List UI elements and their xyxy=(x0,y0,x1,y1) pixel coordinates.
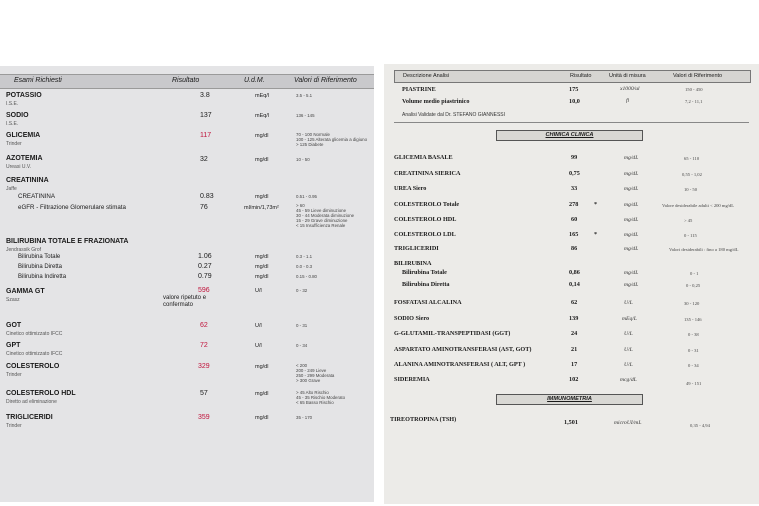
bili-tot-value: 0,86 xyxy=(569,269,580,276)
ref-line: 45 - 35 Rischio Moderato xyxy=(296,395,346,400)
exam-ref: 0 - 32 xyxy=(296,288,308,293)
ref-line: < 65 Basso Rischio xyxy=(296,400,334,405)
bili-tot-unit: mg/dL xyxy=(624,270,639,276)
exam-value: 329 xyxy=(198,363,210,370)
exam-ref: 10 - 50 xyxy=(296,157,310,162)
exam-name: BILIRUBINA xyxy=(394,260,432,267)
exam-unit: mEq/L xyxy=(622,316,637,322)
exam-ref xyxy=(296,132,367,147)
exam-value: 24 xyxy=(571,330,578,337)
right-table-header xyxy=(394,70,751,83)
exam-unit: U/L xyxy=(624,362,633,368)
ref-line: > 300 Grave xyxy=(296,378,321,383)
exam-method: Trinder xyxy=(6,423,22,429)
exam-value: 86 xyxy=(571,245,578,252)
exam-value: 139 xyxy=(569,315,579,322)
exam-unit: mg/dL xyxy=(624,186,639,192)
exam-value: 21 xyxy=(571,346,578,353)
exam-method: Cinetico ottimizzato IFCC xyxy=(6,351,63,357)
exam-ref: 10 - 50 xyxy=(684,187,698,192)
header-desc: Descrizione Analisi xyxy=(403,73,450,79)
exam-name: GLICEMIA xyxy=(6,132,41,139)
section-chimica-clinica: CHIMICA CLINICA xyxy=(496,130,643,141)
exam-name: COLESTEROLO xyxy=(6,363,60,370)
bili-tot-ref: 0 - 1 xyxy=(690,271,699,276)
exam-method: Ureasi U.V. xyxy=(6,164,32,170)
egfr-value: 76 xyxy=(200,204,208,211)
exam-name: TRIGLICERIDI xyxy=(6,414,53,421)
exam-name: COLESTEROLO LDL xyxy=(394,231,456,238)
left-table-header xyxy=(0,74,374,89)
exam-method: Jendrassik Grof xyxy=(6,247,42,253)
bili-dir-value: 0.27 xyxy=(198,263,212,270)
exam-name: SODIO xyxy=(6,112,29,119)
exam-ref: 0 - 31 xyxy=(688,348,699,353)
exam-name: GLICEMIA BASALE xyxy=(394,154,453,161)
sub-exam-name: CREATININA xyxy=(18,193,56,200)
exam-method: Trinder xyxy=(6,372,22,378)
exam-name: COLESTEROLO HDL xyxy=(6,390,76,397)
exam-name: ALANINA AMINOTRANSFERASI ( ALT, GPT ) xyxy=(394,361,526,368)
exam-method: I.S.E. xyxy=(6,101,19,107)
exam-value: 278 xyxy=(569,201,579,208)
header-unit: U.d.M. xyxy=(244,77,265,84)
exam-unit: mg/dl xyxy=(255,364,269,370)
ref-line: > 60 xyxy=(296,203,305,208)
exam-unit: mg/dL xyxy=(624,202,639,208)
header-ref: Valori di Riferimento xyxy=(294,77,357,84)
left-report-sheet xyxy=(0,66,374,502)
header-exam: Esami Richiesti xyxy=(14,77,62,84)
exam-name: SODIO Siero xyxy=(394,315,430,322)
ref-line: > 45 Alto Rischio xyxy=(296,390,329,395)
exam-ref: 30 - 120 xyxy=(684,301,700,306)
exam-value: 33 xyxy=(571,185,578,192)
ref-line: 200 - 249 Lieve xyxy=(296,368,327,373)
ref-line: 250 - 299 Moderata xyxy=(296,373,335,378)
ref-line: < 15 Insufficienza Renale xyxy=(296,223,346,228)
exam-value: 62 xyxy=(200,322,208,329)
exam-method: Szasz xyxy=(6,297,20,303)
exam-ref: 0 - 115 xyxy=(684,233,697,238)
exam-unit: U/l xyxy=(255,323,262,329)
exam-unit: mg/dl xyxy=(255,391,269,397)
egfr-name: eGFR - Filtrazione Glomerulare stimata xyxy=(18,204,126,211)
bili-tot-name: Bilirubina Totale xyxy=(18,254,61,260)
header-result: Risultato xyxy=(172,77,200,84)
exam-value: 72 xyxy=(200,342,208,349)
exam-name: UREA Siero xyxy=(394,185,427,192)
exam-name: GOT xyxy=(6,322,22,329)
exam-unit: mg/dl xyxy=(255,133,269,139)
header-ref: Valori di Riferimento xyxy=(673,73,723,79)
exam-name: TIREOTROPINA (TSH) xyxy=(390,416,457,423)
abnormal-flag: * xyxy=(594,231,598,238)
ref-line: 70 - 100 Normale xyxy=(296,132,330,137)
bili-dir-name: Bilirubina Diretta xyxy=(402,281,450,288)
exam-unit: microUI/mL xyxy=(614,420,642,426)
divider xyxy=(394,122,749,123)
bili-dir-unit: mg/dl xyxy=(255,264,269,270)
sub-exam-value: 0.83 xyxy=(200,193,214,200)
exam-name: GAMMA GT xyxy=(6,288,45,295)
exam-name: CREATININA xyxy=(6,177,49,184)
exam-ref: 135 - 146 xyxy=(684,317,702,322)
ref-line: 30 - 44 Moderata diminuzione xyxy=(296,213,355,218)
exam-ref: 0 - 34 xyxy=(688,363,699,368)
exam-name: ASPARTATO AMINOTRANSFERASI (AST, GOT) xyxy=(394,346,532,353)
validated-note: Analisi Validate dal Dr. STEFANO GIANNESSI xyxy=(402,112,506,118)
exam-method: Cinetico ottimizzato IFCC xyxy=(6,331,63,337)
exam-name: COLESTEROLO HDL xyxy=(394,216,457,223)
bili-dir-unit: mg/dL xyxy=(624,282,639,288)
exam-unit: mg/dl xyxy=(255,157,269,163)
exam-method: Diretto ad eliminazione xyxy=(6,399,57,405)
exam-unit: mg/dL xyxy=(624,155,639,161)
exam-ref: 0,55 - 1,02 xyxy=(682,172,702,177)
exam-unit: U/l xyxy=(255,288,262,294)
exam-method: Trinder xyxy=(6,141,22,147)
exam-value: 165 xyxy=(569,231,579,238)
ref-line: 15 - 29 Grave diminuzione xyxy=(296,218,348,223)
exam-value: 62 xyxy=(571,299,578,306)
abnormal-flag: * xyxy=(594,201,598,208)
exam-ref: 65 - 110 xyxy=(684,156,700,161)
exam-value: 1,501 xyxy=(564,419,578,426)
bili-ind-unit: mg/dl xyxy=(255,274,269,280)
exam-ref: 3.5 - 5.1 xyxy=(296,93,313,98)
exam-unit: mg/dL xyxy=(624,246,639,252)
exam-name: Volume medio piastrinico xyxy=(402,98,470,105)
exam-value: 60 xyxy=(571,216,578,223)
exam-value: 57 xyxy=(200,390,208,397)
exam-unit: U/L xyxy=(624,331,633,337)
exam-value: 3.8 xyxy=(200,92,210,99)
bili-tot-name: Bilirubina Totale xyxy=(402,269,447,276)
exam-value: 32 xyxy=(200,156,208,163)
exam-unit: mg/dl xyxy=(255,415,269,421)
exam-name: G-GLUTAMIL-TRANSPEPTIDASI (GGT) xyxy=(394,330,511,337)
bili-dir-value: 0,14 xyxy=(569,281,580,288)
bili-tot-value: 1.06 xyxy=(198,253,212,260)
exam-unit: fl xyxy=(626,98,630,104)
bili-tot-unit: mg/dl xyxy=(255,254,269,260)
exam-unit: mEq/l xyxy=(255,93,270,99)
exam-ref: 0 - 31 xyxy=(296,323,308,328)
ref-line: 100 - 125 Alterata glicemia a digiuno xyxy=(296,137,368,142)
exam-ref: 35 - 170 xyxy=(296,415,313,420)
exam-name: COLESTEROLO Totale xyxy=(394,201,460,208)
exam-value: 99 xyxy=(571,154,578,161)
exam-unit: U/L xyxy=(624,347,633,353)
bili-dir-ref: 0.0 - 0.3 xyxy=(296,264,313,269)
exam-ref: 150 - 450 xyxy=(685,87,703,92)
exam-unit: U/L xyxy=(624,300,633,306)
exam-ref: 49 - 151 xyxy=(686,381,702,386)
exam-method: I.S.E. xyxy=(6,121,19,127)
bili-dir-ref: 0 - 0,25 xyxy=(686,283,701,288)
exam-unit: mg/dL xyxy=(624,217,639,223)
exam-value: 359 xyxy=(198,414,210,421)
bili-ind-ref: 0.15 - 0.80 xyxy=(296,274,317,279)
bili-dir-name: Bilirubina Diretta xyxy=(18,264,63,270)
value-note: confermato xyxy=(163,302,194,308)
header-unit: Unità di misura xyxy=(609,73,646,79)
exam-unit: mg/dL xyxy=(624,232,639,238)
exam-value: 137 xyxy=(200,112,212,119)
right-report-sheet xyxy=(384,64,759,504)
exam-name: FOSFATASI ALCALINA xyxy=(394,299,462,306)
exam-name: GPT xyxy=(6,342,21,349)
exam-unit: U/l xyxy=(255,343,262,349)
bili-ind-value: 0.79 xyxy=(198,273,212,280)
section-immunometria: IMMUNOMETRIA xyxy=(496,394,643,405)
exam-unit: mg/dL xyxy=(624,171,639,177)
value-note: valore ripetuto e xyxy=(163,295,207,301)
exam-name: BILIRUBINA TOTALE E FRAZIONATA xyxy=(6,238,129,245)
exam-name: AZOTEMIA xyxy=(6,155,43,162)
exam-unit: mEq/l xyxy=(255,113,270,119)
exam-ref xyxy=(296,363,334,383)
exam-ref: 0,35 - 4,94 xyxy=(690,423,710,428)
exam-name: POTASSIO xyxy=(6,92,42,99)
exam-name: CREATININA SIERICA xyxy=(394,170,461,177)
exam-value: 0,75 xyxy=(569,170,580,177)
exam-value: 175 xyxy=(569,86,579,93)
exam-unit: mcg/dL xyxy=(620,377,637,383)
exam-value: 596 xyxy=(198,287,210,294)
exam-ref: > 45 xyxy=(684,218,693,223)
exam-unit: x1000/ul xyxy=(620,86,640,92)
exam-ref: 0 - 38 xyxy=(688,332,699,337)
egfr-ref xyxy=(296,203,354,228)
header-result: Risultato xyxy=(570,73,592,79)
exam-method: Jaffe xyxy=(6,186,17,192)
exam-name: PIASTRINE xyxy=(402,86,436,93)
exam-ref: 7,2 - 11,1 xyxy=(685,99,703,104)
ref-line: 45 - 59 Lieve diminuzione xyxy=(296,208,347,213)
bili-tot-ref: 0.3 - 1.1 xyxy=(296,254,313,259)
exam-name: TRIGLICERIDI xyxy=(394,245,439,252)
exam-value: 17 xyxy=(571,361,578,368)
ref-line: > 125 Diabete xyxy=(296,142,324,147)
exam-value: 10,0 xyxy=(569,98,580,105)
sub-exam-ref: 0.51 - 0.95 xyxy=(296,194,317,199)
exam-name: SIDEREMIA xyxy=(394,376,430,383)
exam-ref: 0 - 34 xyxy=(296,343,308,348)
exam-value: 117 xyxy=(200,132,212,139)
sub-exam-unit: mg/dl xyxy=(255,194,269,200)
ref-line: < 200 xyxy=(296,363,308,368)
exam-ref: 136 - 145 xyxy=(296,113,315,118)
exam-ref: Valori desiderabili : fino a 180 mg/dL xyxy=(669,247,739,252)
exam-ref: Valore desiderabile adulti < 200 mg/dL xyxy=(662,203,735,208)
bili-ind-name: Bilirubina Indiretta xyxy=(18,274,67,280)
exam-value: 102 xyxy=(569,376,579,383)
egfr-unit: ml/min/1,73m² xyxy=(244,205,279,211)
exam-ref xyxy=(296,390,345,405)
